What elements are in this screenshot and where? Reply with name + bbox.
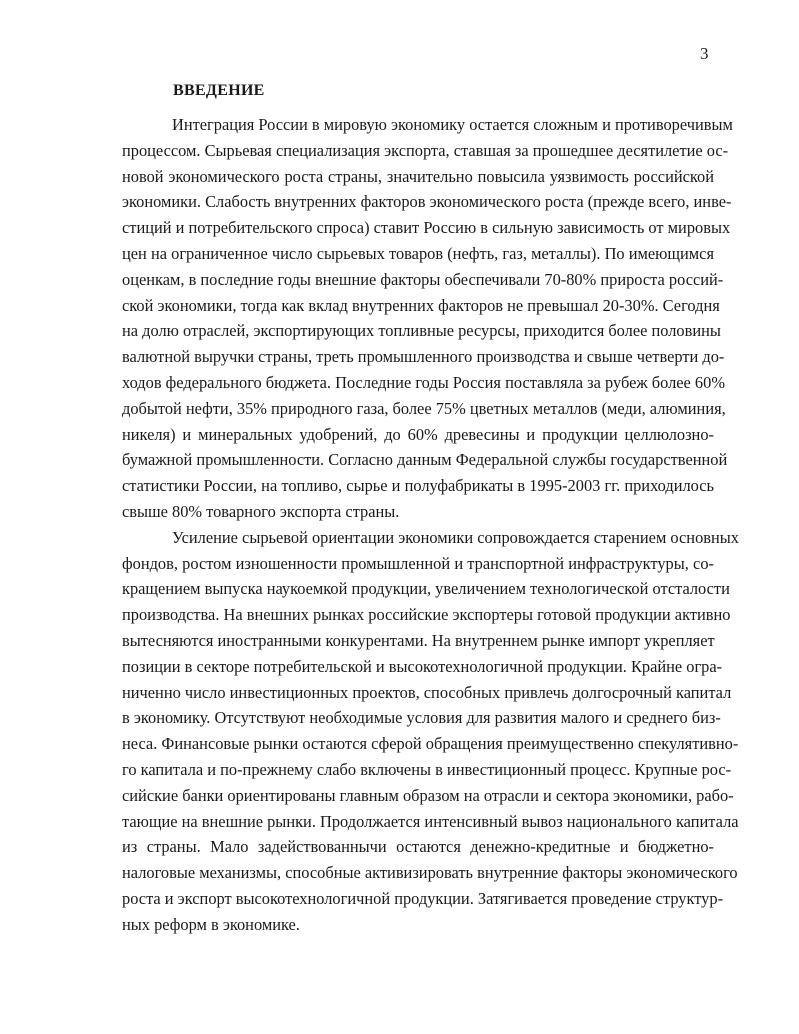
text-line: позиции в секторе потребительской и высокотехнологичной продукции. Крайне огра-: [122, 656, 723, 676]
section-heading: ВВЕДЕНИЕ: [173, 82, 265, 99]
text-line: роста и экспорт высокотехнологичной продукции. Затягивается проведение структур-: [122, 888, 724, 908]
text-line: тающие на внешние рынки. Продолжается интенсивный вывоз национального капитала: [122, 811, 739, 831]
body-text: [122, 112, 739, 938]
text-line: новой экономического роста страны, значительно повысила уязвимость российской: [122, 166, 714, 186]
text-line: оценкам, в последние годы внешние факторы обеспечивали 70-80% прироста россий-: [122, 269, 724, 289]
text-line: статистики России, на топливо, сырье и полуфабрикаты в 1995-2003 гг. приходилось: [122, 476, 714, 496]
text-line: налоговые механизмы, способные активизировать внутренние факторы экономического: [122, 863, 738, 883]
text-line: в экономику. Отсутствуют необходимые условия для развития малого и среднего биз-: [122, 708, 721, 728]
text-line: фондов, ростом изношенности промышленной и транспортной инфраструктуры, со-: [122, 553, 714, 573]
text-line: на долю отраслей, экспортирующих топливные ресурсы, приходится более половины: [122, 321, 721, 341]
text-line: никеля) и минеральных удобрений, до 60% древесины и продукции целлюлозно-: [122, 424, 714, 444]
text-line: свыше 80% товарного экспорта страны.: [122, 501, 400, 521]
text-line: сийские банки ориентированы главным образом на отрасли и сектора экономики, рабо-: [122, 785, 734, 805]
text-line: ных реформ в экономике.: [122, 914, 300, 934]
text-line: ниченно число инвестиционных проектов, способных привлечь долгосрочный капитал: [122, 682, 732, 702]
text-line: валютной выручки страны, треть промышленного производства и свыше четверти до-: [122, 347, 725, 367]
text-line: добытой нефти, 35% природного газа, более 75% цветных металлов (меди, алюминия,: [122, 398, 726, 418]
paragraph: [122, 525, 739, 938]
text-line: Интеграция России в мировую экономику остается сложным и противоречивым: [172, 115, 733, 134]
text-line: стиций и потребительского спроса) ставит Россию в сильную зависимость от мировых: [122, 218, 731, 238]
text-line: из страны. Мало задействованнычи остаются денежно-кредитные и бюджетно-: [122, 837, 714, 857]
text-line: го капитала и по-прежнему слабо включены в инвестиционный процесс. Крупные рос-: [122, 759, 732, 779]
text-line: кращением выпуска наукоемкой продукции, увеличением технологической отсталости: [122, 579, 730, 599]
text-line: Усиление сырьевой ориентации экономики сопровождается старением основных: [172, 527, 739, 547]
text-line: вытесняются иностранными конкурентами. На внутреннем рынке импорт укрепляет: [122, 630, 715, 650]
text-line: экономики. Слабость внутренних факторов экономического роста (прежде всего, инве-: [122, 192, 732, 212]
text-line: ской экономики, тогда как вклад внутренних факторов не превышал 20-30%. Сегодня: [122, 295, 720, 315]
paragraph: [122, 112, 733, 525]
page-number: 3: [700, 44, 709, 63]
text-line: процессом. Сырьевая специализация экспорта, ставшая за прошедшее десятилетие ос-: [122, 140, 729, 160]
text-line: бумажной промышленности. Согласно данным Федеральной службы государственной: [122, 450, 728, 470]
text-line: ходов федерального бюджета. Последние годы Россия поставляла за рубеж более 60%: [122, 372, 725, 392]
text-line: производства. На внешних рынках российские экспортеры готовой продукции активно: [122, 605, 731, 625]
text-line: цен на ограниченное число сырьевых товаров (нефть, газ, металлы). По имеющимся: [122, 243, 714, 263]
text-line: неса. Финансовые рынки остаются сферой обращения преимущественно спекулятивно-: [122, 734, 739, 754]
